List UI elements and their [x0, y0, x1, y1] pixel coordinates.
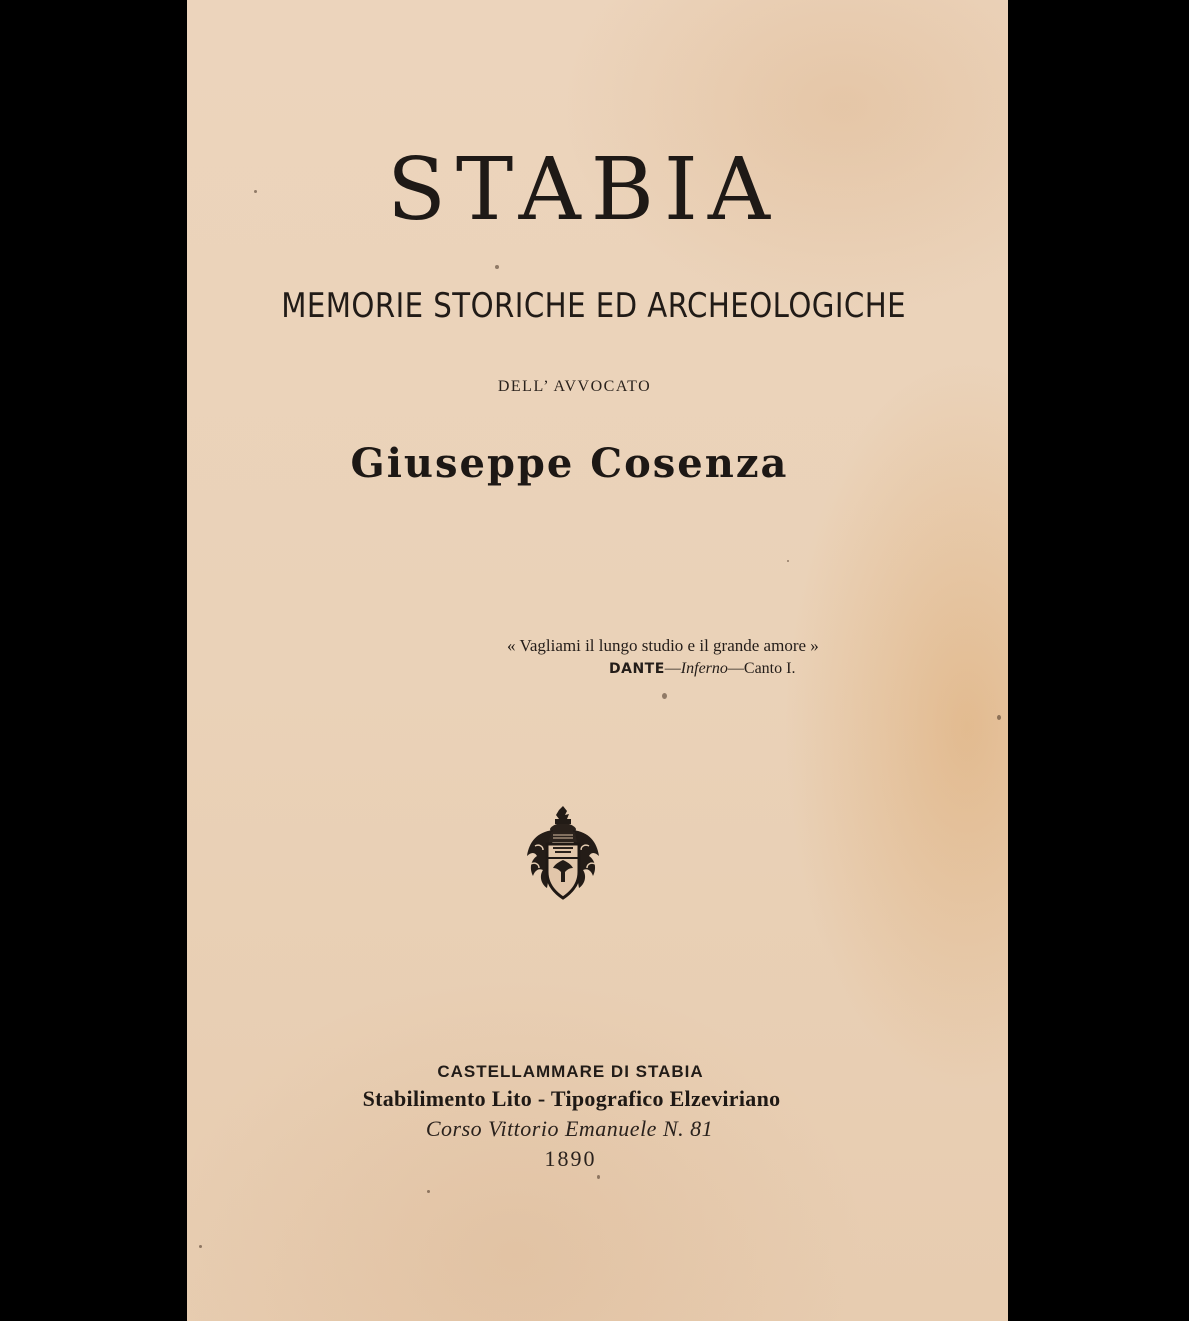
epigraph-separator: —	[727, 660, 744, 677]
paper-speck	[997, 715, 1001, 720]
paper-speck	[254, 190, 257, 193]
epigraph-quote: « Vagliami il lungo studio e il grande amore »	[507, 636, 819, 655]
imprint-place: CASTELLAMMARE DI STABIA	[437, 1062, 704, 1081]
imprint-printer: Stabilimento Lito - Tipografico Elzeviriano	[362, 1086, 781, 1111]
epigraph-separator: —	[664, 660, 681, 677]
epigraph	[507, 636, 867, 678]
paper-speck	[427, 1190, 430, 1193]
author-intro: DELL’ AVVOCATO	[497, 378, 652, 395]
epigraph-work: Inferno	[680, 660, 728, 677]
coat-of-arms-icon	[523, 806, 601, 902]
epigraph-source	[507, 660, 867, 678]
paper-speck	[597, 1175, 600, 1179]
author-name: Giuseppe Cosenza	[350, 440, 789, 487]
paper-speck	[662, 693, 667, 699]
imprint-address: Corso Vittorio Emanuele N. 81	[425, 1116, 714, 1141]
epigraph-author: DANTE	[609, 661, 665, 677]
paper-speck	[199, 1245, 202, 1248]
paper-speck	[495, 265, 499, 269]
paper-speck	[787, 560, 789, 562]
title-page	[187, 0, 1008, 1321]
epigraph-canto: Canto I.	[743, 660, 796, 677]
book-subtitle: MEMORIE STORICHE ED ARCHEOLOGICHE	[281, 286, 907, 326]
imprint-year: 1890	[544, 1146, 597, 1171]
book-title: STABIA	[387, 140, 780, 240]
